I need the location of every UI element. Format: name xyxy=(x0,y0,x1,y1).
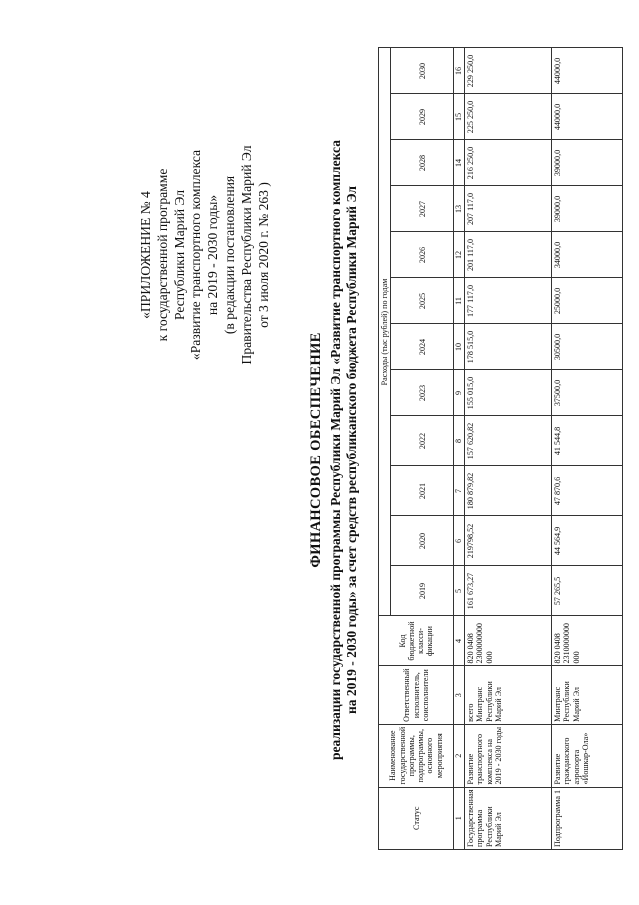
row-value: 44000,0 xyxy=(552,48,623,94)
subtitle-line-1: реализации государственной программы Республики Марий Эл «Развитие транспортного комплекса xyxy=(328,140,343,760)
row-code: 820 0408 2300000000 000 xyxy=(465,616,552,666)
row-value: 30500,0 xyxy=(552,324,623,370)
row-name: Развитие гражданского аэропорта «Йошкар-Ола» xyxy=(552,724,623,787)
row-value: 225 250,0 xyxy=(465,94,552,140)
column-number: 13 xyxy=(454,186,465,232)
row-value: 25000,0 xyxy=(552,278,623,324)
column-number: 7 xyxy=(454,466,465,516)
header-status: Статус xyxy=(379,787,454,849)
subtitle-line-2: на 2019 - 2030 годы» за счет средств республиканского бюджета Республики Марий Эл xyxy=(343,185,359,715)
year-header: 2023 xyxy=(391,370,454,416)
year-header: 2022 xyxy=(391,416,454,466)
column-number: 10 xyxy=(454,324,465,370)
column-number: 16 xyxy=(454,48,465,94)
year-header: 2019 xyxy=(391,566,454,616)
row-value: 180 879,82 xyxy=(465,466,552,516)
row-value: 178 515,0 xyxy=(465,324,552,370)
row-value: 39000,0 xyxy=(552,186,623,232)
row-value: 177 117,0 xyxy=(465,278,552,324)
row-executor: всего Минтранс Республики Марий Эл xyxy=(465,666,552,724)
appendix-line: Республики Марий Эл xyxy=(171,189,187,321)
year-header: 2021 xyxy=(391,466,454,516)
column-number: 9 xyxy=(454,370,465,416)
year-header: 2020 xyxy=(391,516,454,566)
column-number-row xyxy=(454,48,465,850)
row-value: 201 117,0 xyxy=(465,232,552,278)
row-value: 34000,0 xyxy=(552,232,623,278)
year-header: 2025 xyxy=(391,278,454,324)
header-executor: Ответственный исполнитель, соисполнители xyxy=(379,666,454,724)
column-number: 5 xyxy=(454,566,465,616)
row-value: 44 564,9 xyxy=(552,516,623,566)
appendix-line: (в редакции постановления xyxy=(221,175,237,335)
column-number: 11 xyxy=(454,278,465,324)
year-header: 2029 xyxy=(391,94,454,140)
row-value: 47 870,6 xyxy=(552,466,623,516)
appendix-line: к государственной программе xyxy=(154,168,170,342)
row-status: Подпрограмма 1 xyxy=(552,787,623,849)
appendix-line: Правительства Республики Марий Эл xyxy=(238,145,254,365)
document-page xyxy=(10,10,630,890)
header-name: Наименование государственной программы, подпрограммы, основного мероприятия xyxy=(379,724,454,787)
row-name: Развитие транспортного комплекса на 2019 - 2030 годы xyxy=(465,724,552,787)
row-value: 44000,0 xyxy=(552,94,623,140)
row-value: 161 673,27 xyxy=(465,566,552,616)
appendix-line: на 2019 - 2030 годы» xyxy=(205,194,221,316)
row-status: Государственная программа Республики Марий Эл xyxy=(465,787,552,849)
row-executor: Минтранс Республики Марий Эл xyxy=(552,666,623,724)
row-value: 155 015,0 xyxy=(465,370,552,416)
column-number: 6 xyxy=(454,516,465,566)
column-number: 12 xyxy=(454,232,465,278)
financing-table xyxy=(378,48,623,851)
header-code: Код бюджетной класси-фикации xyxy=(379,616,454,666)
header-expenses: Расходы (тыс рублей) по годам xyxy=(379,48,391,616)
year-header: 2030 xyxy=(391,48,454,94)
row-value: 229 250,0 xyxy=(465,48,552,94)
column-number: 14 xyxy=(454,140,465,186)
column-number: 8 xyxy=(454,416,465,466)
table-header-row xyxy=(379,48,391,850)
row-value: 57 265,5 xyxy=(552,566,623,616)
appendix-line: «ПРИЛОЖЕНИЕ № 4 xyxy=(138,191,153,319)
appendix-line: «Развитие транспортного комплекса xyxy=(188,149,204,361)
appendix-line: от 3 июля 2020 г. № 263 ) xyxy=(255,182,271,328)
column-number: 4 xyxy=(454,616,465,666)
row-value: 207 117,0 xyxy=(465,186,552,232)
row-value: 219798,52 xyxy=(465,516,552,566)
row-value: 39000,0 xyxy=(552,140,623,186)
row-value: 157 620,82 xyxy=(465,416,552,466)
row-code: 820 0408 2310000000 000 xyxy=(552,616,623,666)
document-subtitle xyxy=(328,30,359,870)
column-number: 3 xyxy=(454,666,465,724)
table-row xyxy=(552,48,623,850)
year-header: 2027 xyxy=(391,186,454,232)
appendix-block xyxy=(138,90,272,420)
document-title: ФИНАНСОВОЕ ОБЕСПЕЧЕНИЕ xyxy=(308,332,324,568)
year-header: 2028 xyxy=(391,140,454,186)
row-value: 216 250,0 xyxy=(465,140,552,186)
row-value: 41 544,8 xyxy=(552,416,623,466)
year-header: 2024 xyxy=(391,324,454,370)
column-number: 1 xyxy=(454,787,465,849)
column-number: 2 xyxy=(454,724,465,787)
year-header: 2026 xyxy=(391,232,454,278)
column-number: 15 xyxy=(454,94,465,140)
row-value: 37500,0 xyxy=(552,370,623,416)
table-row xyxy=(465,48,552,850)
